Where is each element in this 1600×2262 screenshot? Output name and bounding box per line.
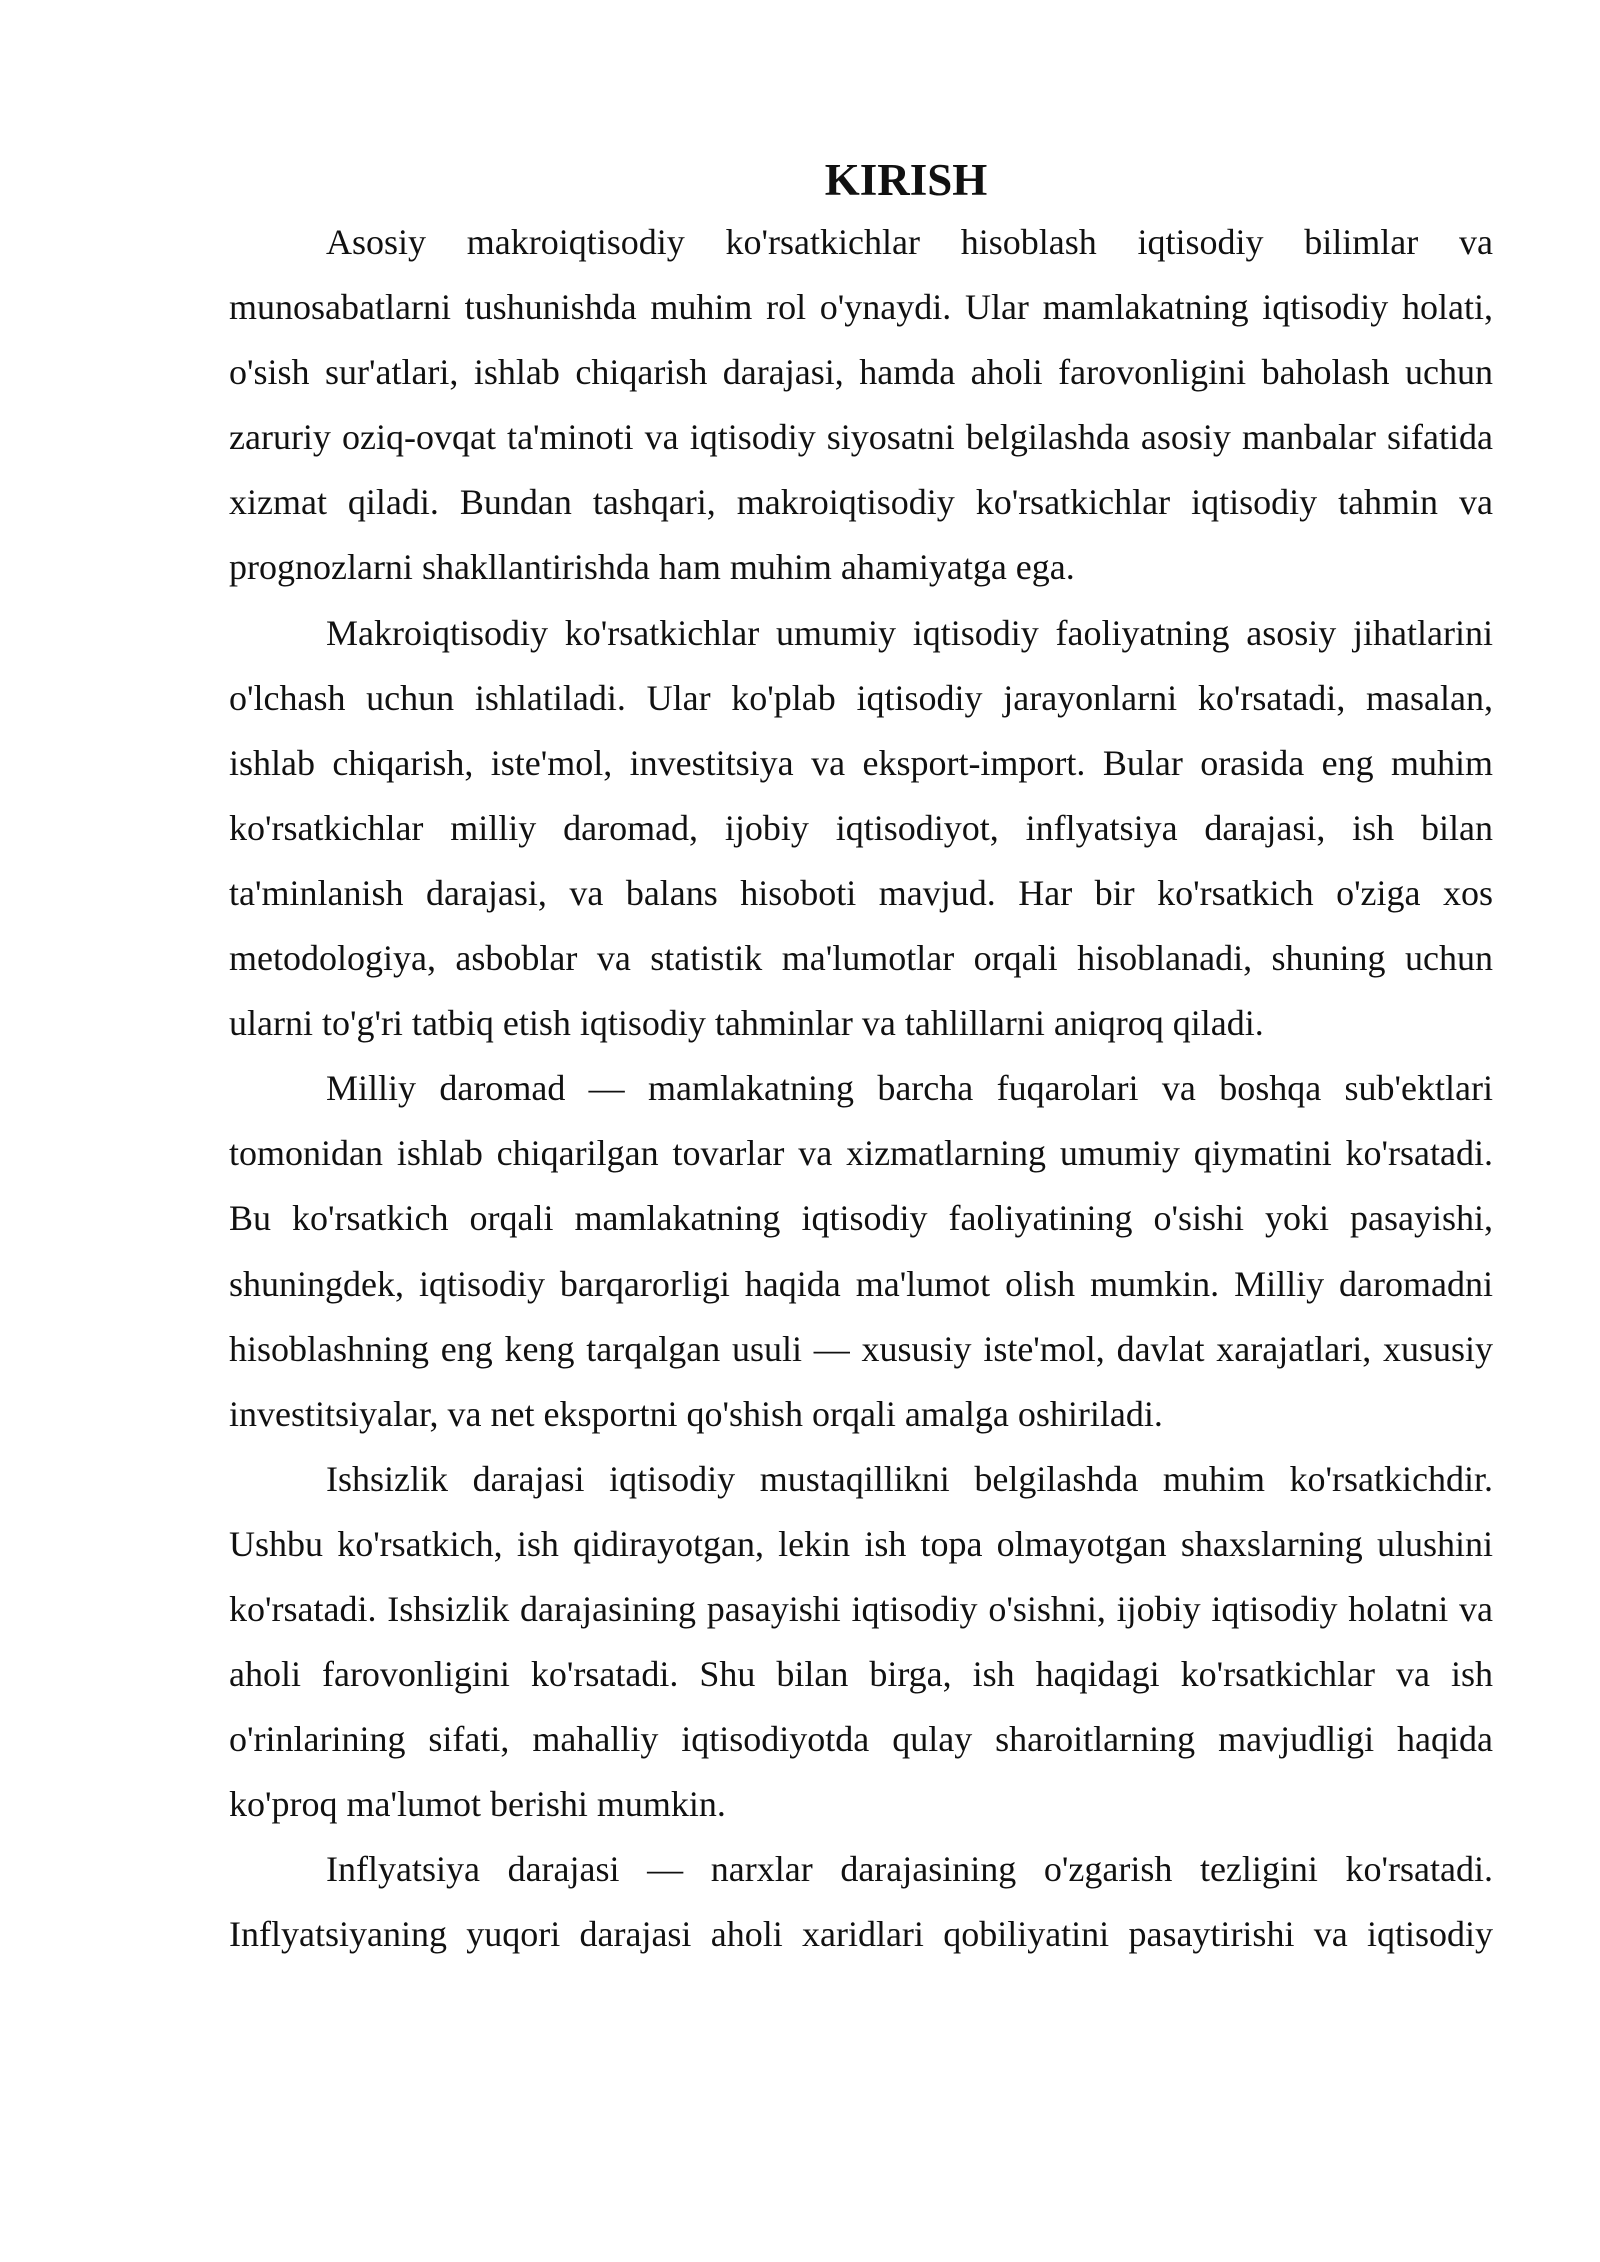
paragraph-unemployment: Ishsizlik darajasi iqtisodiy mustaqillikni belgilashda muhim ko'rsatkichdir. Ushbu ko'rsatkich, ish qidirayotgan, lekin ish topa olmayotgan shaxslarning ulushini ko'rsatadi. Ishsizlik darajasining pasayishi iqtisodiy o'sishni, ijobiy iqtisodiy holatni va aholi farovonligini ko'rsatadi. Shu bilan birga, ish haqidagi ko'rsatkichlar va ish o'rinlarining sifati, mahalliy iqtisodiyotda qulay sharoitlarning mavjudligi haqida ko'proq ma'lumot berishi mumkin. <box>229 1458 1493 1825</box>
paragraph-inflation: Inflyatsiya darajasi — narxlar darajasining o'zgarish tezligini ko'rsatadi. Inflyatsiyaning yuqori darajasi aholi xaridlari qobiliyatini pasaytirishi va iqtisodiy <box>229 1849 1493 1955</box>
page-title: KIRISH <box>824 155 988 205</box>
paragraph-indicators: Makroiqtisodiy ko'rsatkichlar umumiy iqtisodiy faoliyatning asosiy jihatlarini o'lchash uchun ishlatiladi. Ular ko'plab iqtisodiy jarayonlarni ko'rsatadi, masalan, ishlab chiqarish, iste'mol, investitsiya va eksport-import. Bular orasida eng muhim ko'rsatkichlar milliy daromad, ijobiy iqtisodiyot, inflyatsiya darajasi, ish bilan ta'minlanish darajasi, va balans hisoboti mavjud. Har bir ko'rsatkich o'ziga xos metodologiya, asboblar va statistik ma'lumotlar orqali hisoblanadi, shuning uchun ularni to'g'ri tatbiq etish iqtisodiy tahminlar va tahlillarni aniqroq qiladi. <box>229 612 1493 1044</box>
paragraph-intro: Asosiy makroiqtisodiy ko'rsatkichlar hisoblash iqtisodiy bilimlar va munosabatlarni tushunishda muhim rol o'ynaydi. Ular mamlakatning iqtisodiy holati, o'sish sur'atlari, ishlab chiqarish darajasi, hamda aholi farovonligini baholash uchun zaruriy oziq-ovqat ta'minoti va iqtisodiy siyosatni belgilashda asosiy manbalar sifatida xizmat qiladi. Bundan tashqari, makroiqtisodiy ko'rsatkichlar iqtisodiy tahmin va prognozlarni shakllantirishda ham muhim ahamiyatga ega. <box>229 222 1493 588</box>
document-body <box>229 150 1493 1968</box>
paragraph-national-income: Milliy daromad — mamlakatning barcha fuqarolari va boshqa sub'ektlari tomonidan ishlab chiqarilgan tovarlar va xizmatlarning umumiy qiymatini ko'rsatadi. Bu ko'rsatkich orqali mamlakatning iqtisodiy faoliyatining o'sishi yoki pasayishi, shuningdek, iqtisodiy barqarorligi haqida ma'lumot olish mumkin. Milliy daromadni hisoblashning eng keng tarqalgan usuli — xususiy iste'mol, davlat xarajatlari, xususiy investitsiyalar, va net eksportni qo'shish orqali amalga oshiriladi. <box>229 1068 1493 1434</box>
